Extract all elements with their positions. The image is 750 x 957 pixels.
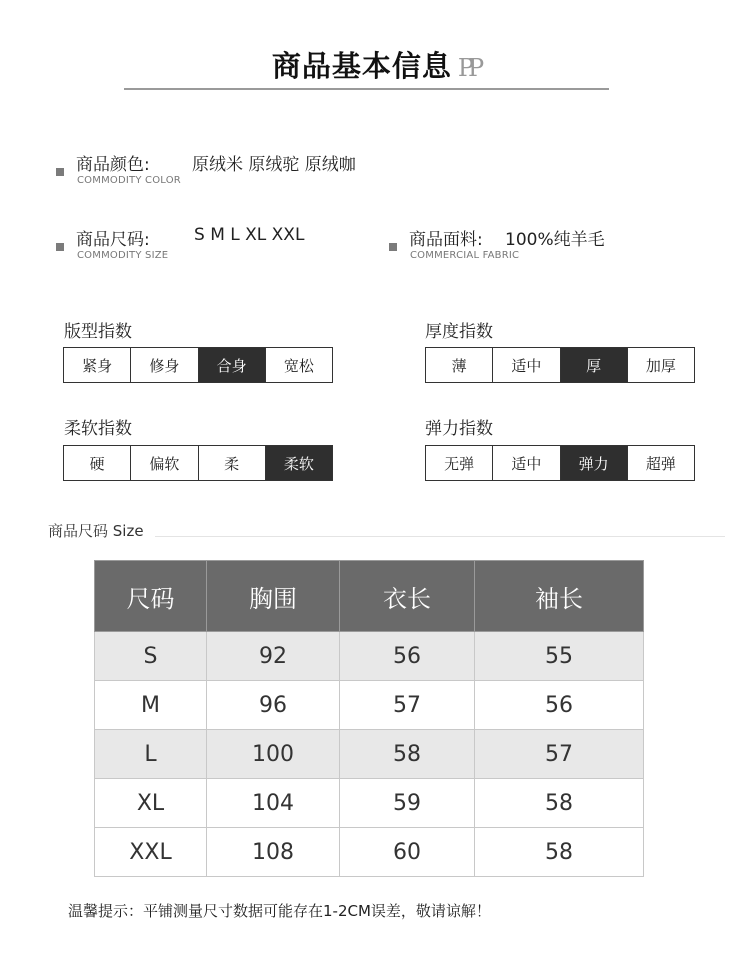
header-length: 衣长	[340, 561, 475, 632]
thickness-option: 适中	[493, 348, 560, 382]
fabric-bullet-icon	[389, 243, 397, 251]
table-cell: XL	[95, 779, 207, 828]
size-bullet-icon	[56, 243, 64, 251]
elasticity-option: 无弹	[426, 446, 493, 480]
elasticity-index-title: 弹力指数	[425, 419, 493, 439]
table-cell: 96	[207, 681, 340, 730]
table-cell: 57	[475, 730, 644, 779]
table-cell: 60	[340, 828, 475, 877]
measurement-note: 温馨提示：平铺测量尺寸数据可能存在1-2CM误差，敬请谅解！	[68, 902, 491, 920]
table-row	[95, 730, 644, 779]
page-title	[0, 44, 750, 85]
color-sub-label: COMMODITY COLOR	[77, 175, 181, 186]
table-cell: 92	[207, 632, 340, 681]
table-cell: M	[95, 681, 207, 730]
softness-option: 硬	[64, 446, 131, 480]
color-value: 原绒米 原绒驼 原绒咖	[192, 155, 356, 175]
elasticity-option: 超弹	[645, 454, 676, 473]
softness-index-scale	[63, 445, 333, 481]
thickness-option: 薄	[426, 348, 493, 382]
color-bullet-icon	[56, 168, 64, 176]
fabric-value: 100%纯羊毛	[505, 230, 605, 250]
size-table	[94, 560, 644, 877]
header-size: 尺码	[95, 561, 207, 632]
table-cell: 56	[340, 632, 475, 681]
table-cell: 108	[207, 828, 340, 877]
thickness-option: 加厚	[645, 356, 676, 375]
fit-option: 修身	[131, 348, 198, 382]
table-cell: 56	[475, 681, 644, 730]
size-table-header-row	[95, 561, 644, 632]
table-cell: 57	[340, 681, 475, 730]
fit-index-title: 版型指数	[64, 322, 132, 342]
page-title-text: 商品基本信息	[271, 49, 452, 83]
elasticity-option: 适中	[493, 446, 560, 480]
table-cell: 59	[340, 779, 475, 828]
fit-index-scale	[63, 347, 333, 383]
thickness-option: 厚	[561, 348, 628, 382]
table-row	[95, 632, 644, 681]
softness-option: 柔软	[266, 446, 332, 480]
color-label: 商品颜色:	[76, 155, 150, 175]
table-cell: XXL	[95, 828, 207, 877]
thickness-index-title: 厚度指数	[425, 322, 493, 342]
table-row	[95, 779, 644, 828]
fit-option: 合身	[199, 348, 266, 382]
elasticity-option: 弹力	[561, 446, 628, 480]
size-title-divider	[155, 536, 725, 537]
softness-option: 柔	[199, 446, 266, 480]
header-chest: 胸围	[207, 561, 340, 632]
size-value: S M L XL XXL	[194, 225, 305, 245]
fabric-label: 商品面料:	[409, 230, 483, 250]
table-cell: 58	[475, 779, 644, 828]
table-cell: 58	[340, 730, 475, 779]
size-table-title: 商品尺码 Size	[48, 522, 144, 540]
table-cell: L	[95, 730, 207, 779]
table-cell: S	[95, 632, 207, 681]
header-sleeve: 袖长	[475, 561, 644, 632]
table-row	[95, 681, 644, 730]
softness-index-title: 柔软指数	[64, 419, 132, 439]
elasticity-index-scale	[425, 445, 695, 481]
table-row	[95, 828, 644, 877]
pp-logo-icon: PP	[457, 54, 479, 82]
fit-option: 紧身	[64, 348, 131, 382]
size-label: 商品尺码:	[76, 230, 150, 250]
fit-option: 宽松	[283, 356, 314, 375]
softness-option: 偏软	[131, 446, 198, 480]
title-divider	[124, 88, 609, 90]
size-sub-label: COMMODITY SIZE	[77, 250, 169, 261]
fabric-sub-label: COMMERCIAL FABRIC	[410, 250, 520, 261]
table-cell: 58	[475, 828, 644, 877]
table-cell: 55	[475, 632, 644, 681]
table-cell: 104	[207, 779, 340, 828]
thickness-index-scale	[425, 347, 695, 383]
table-cell: 100	[207, 730, 340, 779]
